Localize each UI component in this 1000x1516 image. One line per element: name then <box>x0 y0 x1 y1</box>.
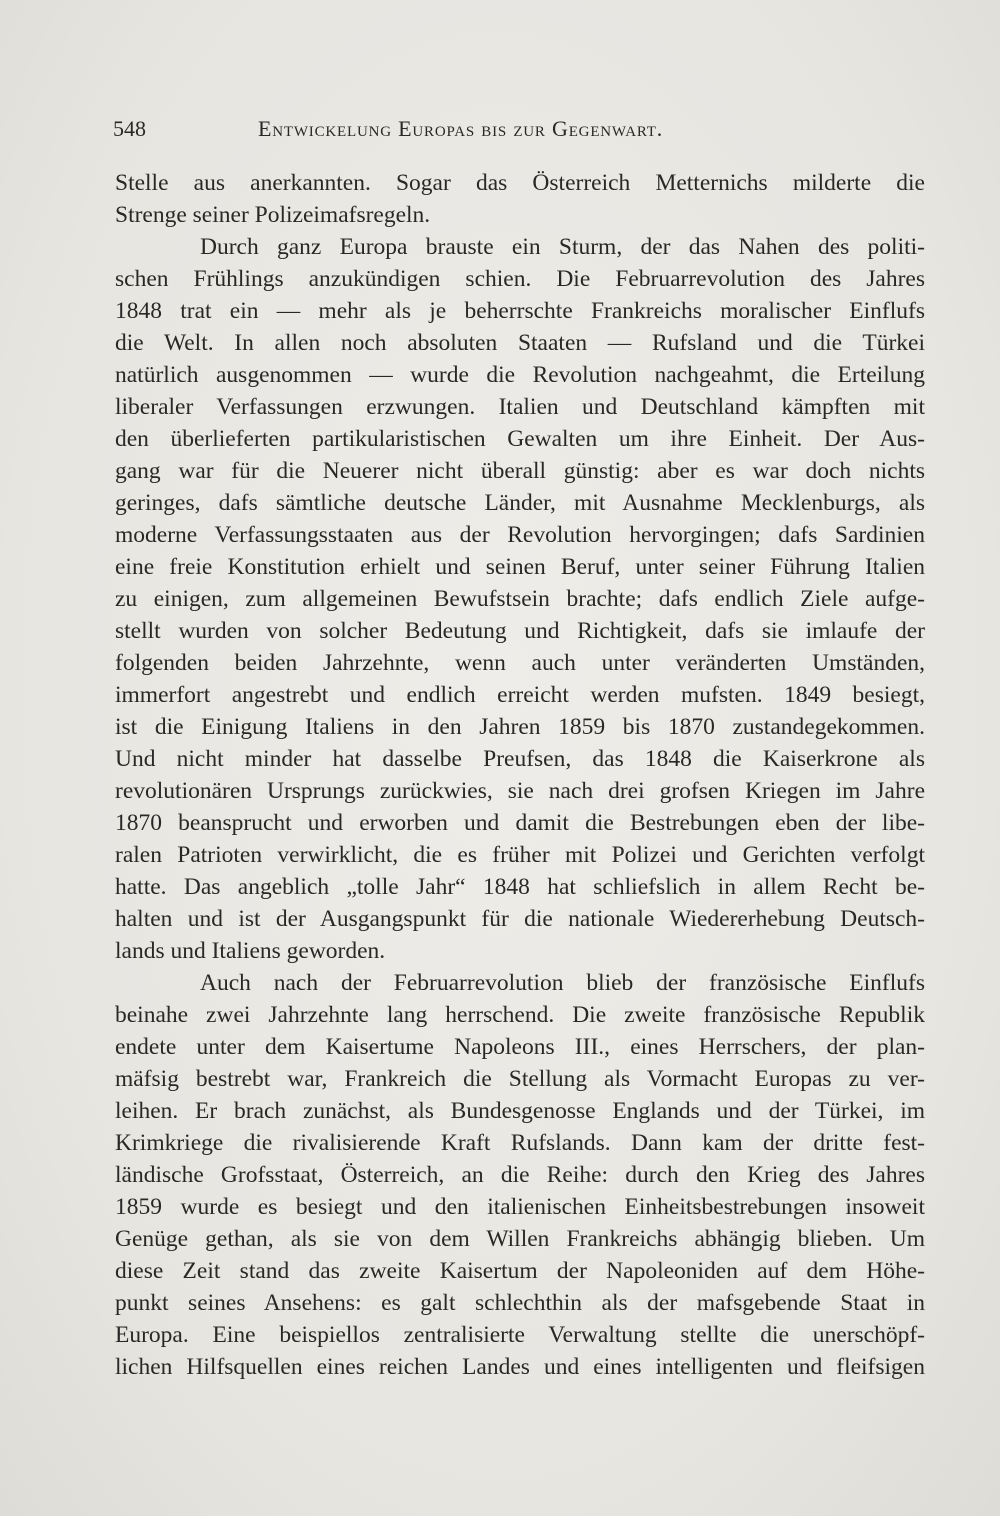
text-line: moderne Verfassungsstaaten aus der Revolution hervorgingen; dafs Sardinien <box>115 522 925 548</box>
text-line: Durch ganz Europa brauste ein Sturm, der das Nahen des politi- <box>200 234 925 260</box>
text-line: Stelle aus anerkannten. Sogar das Österreich Metternichs milderte die <box>115 170 925 196</box>
page-header <box>113 114 785 144</box>
text-line: liberaler Verfassungen erzwungen. Italien und Deutschland kämpften mit <box>115 394 925 420</box>
text-line: ländische Grofsstaat, Österreich, an die Reihe: durch den Krieg des Jahres <box>115 1162 925 1188</box>
text-line: revolutionären Ursprungs zurückwies, sie nach drei grofsen Kriegen im Jahre <box>115 778 925 804</box>
body-text <box>115 167 925 1383</box>
text-line: diese Zeit stand das zweite Kaisertum der Napoleoniden auf dem Höhe- <box>115 1258 925 1284</box>
text-line: Europa. Eine beispiellos zentralisierte Verwaltung stellte die unerschöpf- <box>115 1322 925 1348</box>
text-line: mäfsig bestrebt war, Frankreich die Stellung als Vormacht Europas zu ver- <box>115 1066 925 1092</box>
text-line: ralen Patrioten verwirklicht, die es früher mit Polizei und Gerichten verfolgt <box>115 842 925 868</box>
text-line: halten und ist der Ausgangspunkt für die nationale Wiedererhebung Deutsch- <box>115 906 925 932</box>
text-line: lands und Italiens geworden. <box>115 938 386 964</box>
text-line: leihen. Er brach zunächst, als Bundesgenosse Englands und der Türkei, im <box>115 1098 925 1124</box>
text-line: 1859 wurde es besiegt und den italienischen Einheitsbestrebungen insoweit <box>115 1194 925 1220</box>
text-line: punkt seines Ansehens: es galt schlechthin als der mafsgebende Staat in <box>115 1290 925 1316</box>
text-line: stellt wurden von solcher Bedeutung und Richtigkeit, dafs sie imlaufe der <box>115 618 925 644</box>
text-line: hatte. Das angeblich „tolle Jahr“ 1848 hat schliefslich in allem Recht be- <box>115 874 925 900</box>
text-line: Und nicht minder hat dasselbe Preufsen, das 1848 die Kaiserkrone als <box>115 746 925 772</box>
text-line: folgenden beiden Jahrzehnte, wenn auch unter veränderten Umständen, <box>115 650 925 676</box>
text-line: den überlieferten partikularistischen Gewalten um ihre Einheit. Der Aus- <box>115 426 925 452</box>
text-line: 1848 trat ein — mehr als je beherrschte Frankreichs moralischer Einflufs <box>115 298 925 324</box>
text-line: Krimkriege die rivalisierende Kraft Rufslands. Dann kam der dritte fest- <box>115 1130 925 1156</box>
page-number: 548 <box>113 116 146 141</box>
text-line: 1870 beansprucht und erworben und damit die Bestrebungen eben der libe- <box>115 810 925 836</box>
text-line: die Welt. In allen noch absoluten Staaten — Rufsland und die Türkei <box>115 330 925 356</box>
text-line: immerfort angestrebt und endlich erreicht werden mufsten. 1849 besiegt, <box>115 682 925 708</box>
text-line: beinahe zwei Jahrzehnte lang herrschend. Die zweite französische Republik <box>115 1002 925 1028</box>
text-line: schen Frühlings anzukündigen schien. Die Februarrevolution des Jahres <box>115 266 925 292</box>
text-line: ist die Einigung Italiens in den Jahren 1859 bis 1870 zustandegekommen. <box>115 714 925 740</box>
text-line: gang war für die Neuerer nicht überall günstig: aber es war doch nichts <box>115 458 925 484</box>
text-line: Auch nach der Februarrevolution blieb der französische Einflufs <box>200 970 925 996</box>
text-line: lichen Hilfsquellen eines reichen Landes und eines intelligenten und fleifsigen <box>115 1354 925 1380</box>
text-line: endete unter dem Kaisertume Napoleons III., eines Herrschers, der plan- <box>115 1034 925 1060</box>
text-line: Strenge seiner Polizeimafsregeln. <box>115 202 431 228</box>
text-line: natürlich ausgenommen — wurde die Revolution nachgeahmt, die Erteilung <box>115 362 925 388</box>
text-line: geringes, dafs sämtliche deutsche Länder, mit Ausnahme Mecklenburgs, als <box>115 490 925 516</box>
text-line: zu einigen, zum allgemeinen Bewufstsein brachte; dafs endlich Ziele aufge- <box>115 586 925 612</box>
text-line: Genüge gethan, als sie von dem Willen Frankreichs abhängig blieben. Um <box>115 1226 925 1252</box>
running-title: Entwickelung Europas bis zur Gegenwart. <box>258 116 664 141</box>
text-line: eine freie Konstitution erhielt und seinen Beruf, unter seiner Führung Italien <box>115 554 925 580</box>
